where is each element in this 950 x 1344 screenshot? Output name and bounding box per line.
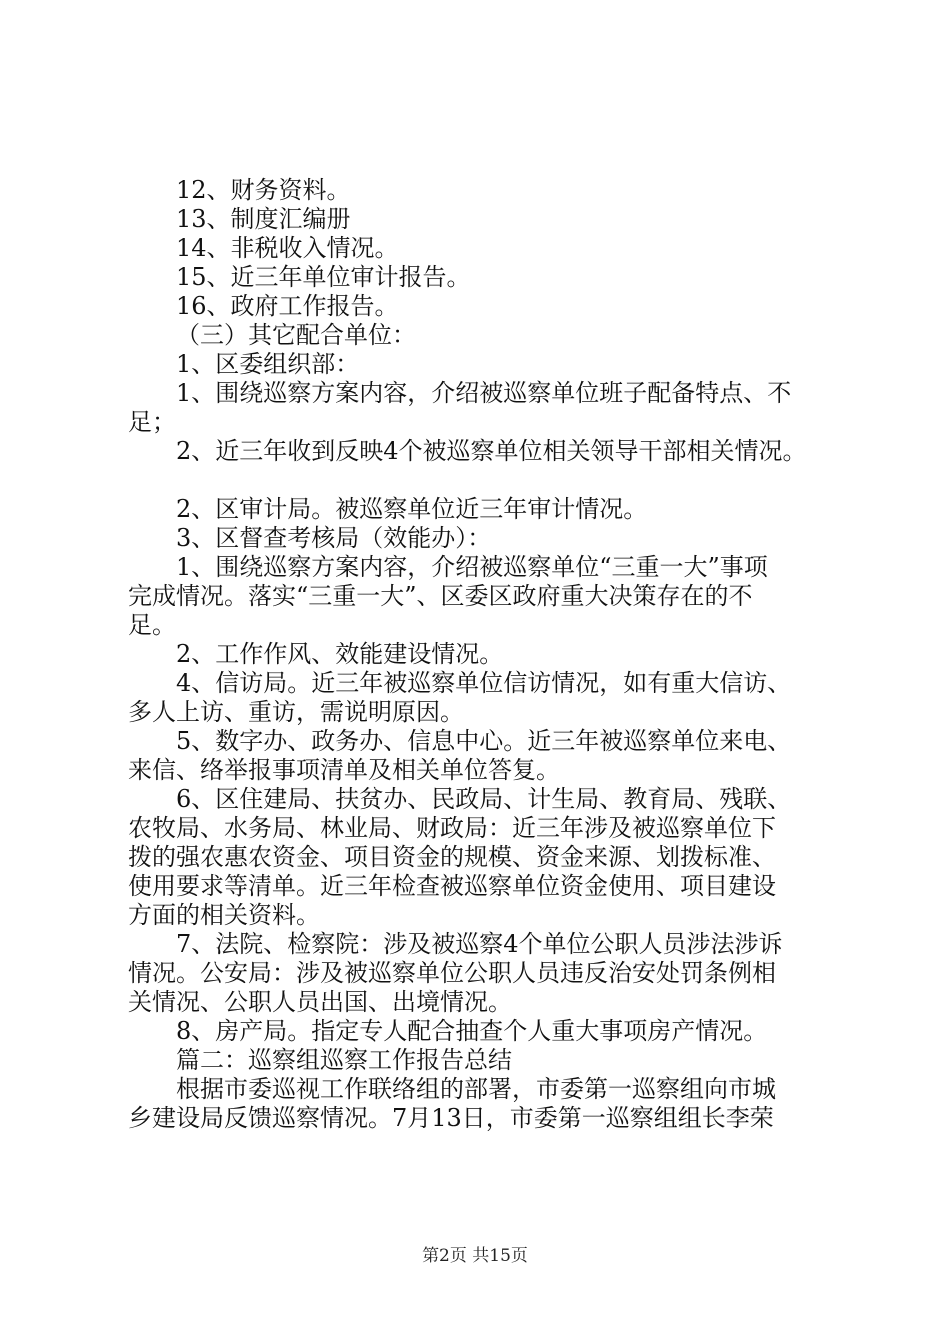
paragraph-line: 2、近三年收到反映4个被巡察单位相关领导干部相关情况。: [176, 437, 807, 465]
paragraph-line: 1、围绕巡察方案内容，介绍被巡察单位“三重一大”事项: [176, 553, 768, 581]
document-body: [128, 176, 840, 1133]
paragraph-line: 农牧局、水务局、林业局、财政局：近三年涉及被巡察单位下: [128, 814, 776, 842]
list-item-16: 16、政府工作报告。: [176, 292, 399, 320]
unit-heading-audit: 2、区审计局。被巡察单位近三年审计情况。: [176, 495, 648, 523]
list-item-13: 13、制度汇编册: [176, 205, 351, 233]
paragraph-line: 完成情况。落实“三重一大”、区委区政府重大决策存在的不: [128, 582, 753, 610]
list-item-14: 14、非税收入情况。: [176, 234, 399, 262]
unit-heading-property: 8、房产局。指定专人配合抽查个人重大事项房产情况。: [176, 1017, 768, 1045]
paragraph-line: 来信、络举报事项清单及相关单位答复。: [128, 756, 560, 784]
unit-heading-inspection: 3、区督查考核局（效能办）：: [176, 524, 492, 552]
unit-heading-petition: 4、信访局。近三年被巡察单位信访情况，如有重大信访、: [176, 669, 792, 697]
unit-heading-organization: 1、区委组织部：: [176, 350, 360, 378]
paragraph-line: 1、围绕巡察方案内容，介绍被巡察单位班子配备特点、不: [176, 379, 792, 407]
paragraph-line: 方面的相关资料。: [128, 901, 320, 929]
section-heading-other-units: （三）其它配合单位：: [176, 321, 416, 349]
paragraph-line: 拨的强农惠农资金、项目资金的规模、资金来源、划拨标准、: [128, 843, 776, 871]
paragraph-line: 足。: [128, 611, 176, 639]
unit-heading-housing: 6、区住建局、扶贫办、民政局、计生局、教育局、残联、: [176, 785, 792, 813]
list-item-15: 15、近三年单位审计报告。: [176, 263, 471, 291]
paragraph-line: 多人上访、重访，需说明原因。: [128, 698, 464, 726]
page-number-footer: 第2页 共15页: [422, 1246, 528, 1266]
paragraph-line: 情况。公安局：涉及被巡察单位公职人员违反治安处罚条例相: [128, 959, 776, 987]
paragraph-line: 2、工作作风、效能建设情况。: [176, 640, 504, 668]
blank-line: [128, 466, 840, 495]
paragraph-line: 根据市委巡视工作联络组的部署，市委第一巡察组向市城: [176, 1075, 776, 1103]
list-item-12: 12、财务资料。: [176, 176, 351, 204]
article-heading: 篇二：巡察组巡察工作报告总结: [176, 1046, 512, 1074]
unit-heading-court: 7、法院、检察院：涉及被巡察4个单位公职人员涉法涉诉: [176, 930, 783, 958]
unit-heading-digital: 5、数字办、政务办、信息中心。近三年被巡察单位来电、: [176, 727, 792, 755]
paragraph-line: 使用要求等清单。近三年检查被巡察单位资金使用、项目建设: [128, 872, 776, 900]
paragraph-line: 关情况、公职人员出国、出境情况。: [128, 988, 512, 1016]
paragraph-line: 乡建设局反馈巡察情况。7月13日，市委第一巡察组组长李荣: [128, 1104, 774, 1132]
paragraph-line: 足；: [128, 408, 176, 436]
